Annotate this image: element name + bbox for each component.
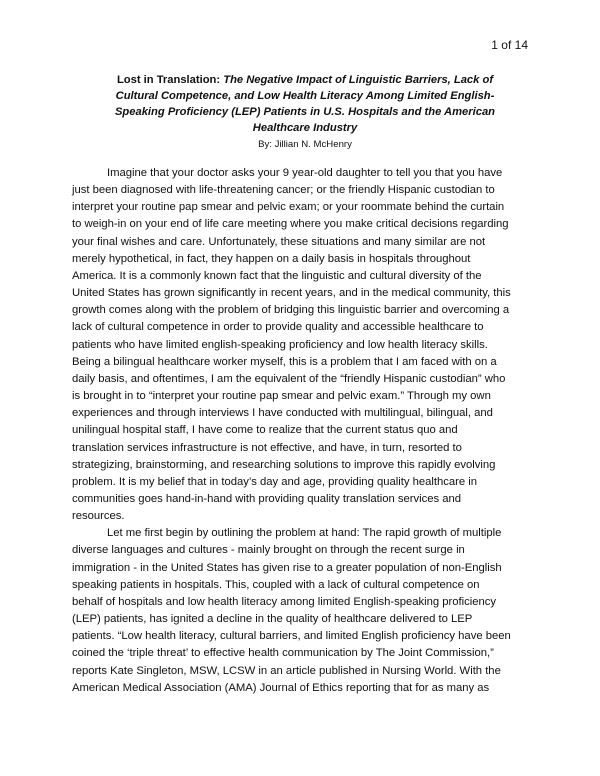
document-title: [100, 72, 510, 136]
text-line: unilingual hospital staff, I have come to realize that the current status quo and: [72, 424, 458, 437]
text-line: problem. It is my belief that in today’s day and age, providing quality healthcare in: [72, 475, 478, 488]
author-byline: By: Jillian N. McHenry: [258, 139, 352, 150]
text-line: immigration - in the United States has given rise to a greater population of non-English: [72, 561, 502, 574]
text-line: lack of cultural competence in order to provide quality and accessible healthcare to: [72, 321, 484, 334]
title-subtitle: The Negative Impact of Linguistic Barriers, Lack of Cultural Competence, and Low Health Literacy Among Limited English-Speaking Proficiency (LEP) Patients in U.S. Hospitals and the American Healthcare Industry: [114, 74, 496, 134]
text-line: Let me first begin by outlining the problem at hand: The rapid growth of multiple: [107, 527, 502, 540]
text-line: Being a bilingual healthcare worker myself, this is a problem that I am faced with on a: [72, 355, 497, 368]
text-line: communities goes hand-in-hand with providing quality translation services and: [72, 492, 462, 505]
text-line: speaking patients in hospitals. This, coupled with a lack of cultural competence on: [72, 578, 480, 591]
text-line: to weigh-in on your end of life care meeting where you make critical decisions regarding: [72, 218, 509, 231]
text-line: strategizing, brainstorming, and researching solutions to improve this rapidly evolving: [72, 458, 496, 471]
text-line: translation services infrastructure is not effective, and have, in turn, resorted to: [72, 441, 462, 454]
text-line: just been diagnosed with life-threatening cancer; or the friendly Hispanic custodian to: [72, 184, 495, 197]
text-line: coined the ‘triple threat’ to effective health communication by The Joint Commission,”: [72, 647, 494, 660]
text-line: (LEP) patients, has ignited a decline in the quality of healthcare delivered to LEP: [72, 613, 473, 626]
text-line: America. It is a commonly known fact that the linguistic and cultural diversity of the: [72, 269, 482, 282]
text-line: experiences and through interviews I have conducted with multilingual, bilingual, and: [72, 407, 493, 420]
text-line: is brought in to “interpret your routine pap smear and pelvic exam.” Through my own: [72, 390, 491, 403]
text-line: merely hypothetical, in fact, they happen on a daily basis in hospitals throughout: [72, 252, 471, 265]
text-line: diverse languages and cultures - mainly brought on through the recent surge in: [72, 544, 465, 557]
text-line: patients who have limited english-speaking proficiency and low health literacy skills.: [72, 338, 488, 351]
text-line: growth comes along with the problem of bridging this linguistic barrier and overcoming a: [72, 304, 510, 317]
text-line: reports Kate Singleton, MSW, LCSW in an article published in Nursing World. With the: [72, 664, 501, 677]
body-text: [72, 165, 542, 697]
text-line: American Medical Association (AMA) Journal of Ethics reporting that for as many as: [72, 681, 490, 694]
text-line: resources.: [72, 510, 125, 523]
text-line: Imagine that your doctor asks your 9 year-old daughter to tell you that you have: [107, 167, 503, 179]
paragraph-2: [72, 525, 542, 697]
page-number: 1 of 14: [491, 38, 528, 52]
text-line: daily basis, and oftentimes, I am the equivalent of the “friendly Hispanic custodian” who: [72, 372, 506, 385]
text-line: patients. “Low health literacy, cultural barriers, and limited English proficiency have been: [72, 630, 511, 643]
title-lead: Lost in Translation:: [116, 74, 221, 86]
text-line: your final wishes and care. Unfortunately, these situations and many similar are not: [72, 235, 486, 248]
text-line: interpret your routine pap smear and pelvic exam; or your roommate behind the curtain: [72, 201, 505, 214]
paragraph-1: [72, 165, 542, 525]
text-line: United States has grown significantly in recent years, and in the medical community, this: [72, 287, 511, 300]
text-line: behalf of hospitals and low health literacy among limited English-speaking proficiency: [72, 595, 497, 608]
